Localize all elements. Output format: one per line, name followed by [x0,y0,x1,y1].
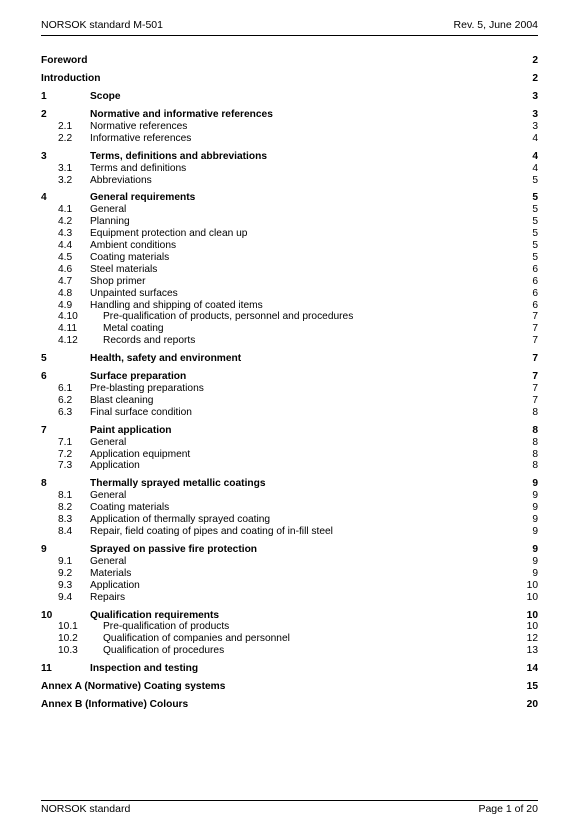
toc-entry-number: 9.4 [58,591,73,603]
toc-entry-number: 4.1 [58,204,73,216]
toc-entry[interactable] [41,300,538,312]
toc-entry[interactable] [41,490,538,502]
toc-entry-title: Annex A (Normative) Coating systems [41,681,226,693]
toc-entry-page: 8 [532,406,538,418]
toc-entry-number: 2.1 [58,120,73,132]
toc-entry-number: 5 [41,353,47,365]
toc-entry-title: Paint application [90,424,172,436]
toc-entry-page: 9 [532,478,538,490]
toc-entry-page: 10 [526,609,538,621]
toc-entry[interactable] [41,645,538,657]
toc-entry-number: 11 [41,663,52,675]
toc-entry-number: 3 [41,150,47,162]
toc-entry-title: Application [90,579,140,591]
toc-entry-page: 10 [526,579,538,591]
toc-entry[interactable] [41,121,538,133]
toc-entry-title: Ambient conditions [90,240,177,252]
toc-entry-title: Inspection and testing [90,663,199,675]
toc-entry-number: 10.2 [58,633,78,645]
toc-entry[interactable] [41,514,538,526]
toc-entry-page: 3 [532,108,538,120]
toc-entry-number: 4.6 [58,263,73,275]
toc-entry[interactable] [41,240,538,252]
toc-entry-page: 9 [532,555,538,567]
toc-entry-page: 5 [532,204,538,216]
toc-entry-page: 4 [532,150,538,162]
toc-entry-title: Steel materials [90,263,158,275]
toc-entry[interactable] [41,175,538,187]
toc-entry-title: Introduction [41,72,101,84]
toc-entry-page: 3 [532,90,538,102]
toc-entry[interactable] [41,91,538,103]
toc-entry-number: 4.11 [58,323,78,335]
toc-entry-number: 1 [41,90,47,102]
toc-entry-number: 6.2 [58,394,73,406]
toc-entry[interactable] [41,216,538,228]
toc-entry[interactable] [41,478,538,490]
toc-entry-title: Normative references [90,120,188,132]
toc-entry-title: Coating materials [90,502,170,514]
toc-entry[interactable] [41,580,538,592]
table-of-contents [41,55,538,711]
toc-entry-number: 9.1 [58,555,73,567]
toc-entry-number: 10.3 [58,645,78,657]
toc-entry-title: Scope [90,90,121,102]
toc-entry-page: 9 [532,514,538,526]
toc-entry[interactable] [41,288,538,300]
toc-entry[interactable] [41,73,538,85]
toc-entry-title: Coating materials [90,251,170,263]
page-header [41,19,538,33]
toc-entry-page: 6 [532,263,538,275]
toc-entry[interactable] [41,610,538,622]
toc-entry-title: General requirements [90,192,196,204]
toc-entry[interactable] [41,335,538,347]
toc-entry-title: Surface preparation [90,371,187,383]
footer-page-number: Page 1 of 20 [478,803,538,815]
toc-entry-title: Pre-blasting preparations [90,383,204,395]
footer-divider [41,800,538,801]
toc-entry-title: Qualification of companies and personnel [103,633,290,645]
toc-entry-page: 9 [532,490,538,502]
toc-entry[interactable] [41,55,538,67]
toc-entry[interactable] [41,371,538,383]
toc-entry-number: 4.12 [58,335,78,347]
toc-entry-number: 4 [41,192,47,204]
toc-entry-number: 8.1 [58,490,73,502]
toc-entry-page: 12 [526,633,538,645]
toc-entry-number: 4.9 [58,299,73,311]
toc-entry-page: 8 [532,436,538,448]
toc-entry[interactable] [41,228,538,240]
toc-entry-title: Abbreviations [90,174,152,186]
toc-entry-title: Unpainted surfaces [90,287,178,299]
toc-entry[interactable] [41,383,538,395]
toc-entry[interactable] [41,276,538,288]
toc-entry-number: 8 [41,478,47,490]
toc-entry-title: Materials [90,567,132,579]
toc-entry-page: 13 [526,645,538,657]
toc-entry-title: Qualification requirements [90,609,220,621]
toc-entry-title: Foreword [41,55,88,66]
toc-entry-page: 5 [532,192,538,204]
toc-entry-page: 3 [532,120,538,132]
toc-entry-title: Records and reports [103,335,196,347]
toc-entry-number: 10.1 [58,621,78,633]
toc-entry-number: 4.10 [58,311,78,323]
toc-entry[interactable] [41,425,538,437]
toc-entry-number: 9.3 [58,579,73,591]
header-divider [41,35,538,36]
toc-entry-page: 7 [532,335,538,347]
toc-entry[interactable] [41,133,538,145]
toc-entry[interactable] [41,204,538,216]
toc-entry-page: 15 [526,681,538,693]
toc-entry-page: 7 [532,323,538,335]
toc-entry-number: 3.1 [58,162,73,174]
toc-entry-page: 5 [532,228,538,240]
toc-entry[interactable] [41,252,538,264]
toc-entry[interactable] [41,633,538,645]
toc-entry[interactable] [41,353,538,365]
toc-entry-title: Shop primer [90,275,146,287]
toc-entry-title: Pre-qualification of products [103,621,230,633]
toc-entry-page: 9 [532,544,538,555]
toc-entry[interactable] [41,151,538,163]
toc-entry-title: General [90,204,127,216]
toc-entry-page: 2 [532,72,538,84]
toc-entry-title: Terms and definitions [90,162,187,174]
toc-entry-title: Health, safety and environment [90,353,242,365]
toc-entry-number: 4.2 [58,216,73,228]
toc-entry-page: 7 [532,383,538,395]
toc-entry-number: 7.2 [58,448,73,460]
toc-entry-page: 2 [532,55,538,66]
footer-standard-name: NORSOK standard [41,803,131,815]
toc-entry-title: Equipment protection and clean up [90,228,248,240]
toc-entry-page: 6 [532,275,538,287]
toc-entry[interactable] [41,264,538,276]
toc-entry-number: 2.2 [58,132,73,144]
toc-entry[interactable] [41,323,538,335]
toc-entry-number: 8.2 [58,502,73,514]
toc-entry-page: 7 [532,371,538,383]
toc-entry[interactable] [41,544,538,556]
toc-entry-title: General [90,555,127,567]
toc-entry-number: 7.1 [58,436,73,448]
toc-entry-title: Handling and shipping of coated items [90,299,263,311]
toc-entry[interactable] [41,192,538,204]
toc-entry[interactable] [41,449,538,461]
toc-entry-page: 7 [532,311,538,323]
toc-entry[interactable] [41,621,538,633]
toc-entry-title: Metal coating [103,323,164,335]
toc-entry-title: Annex B (Informative) Colours [41,699,189,711]
toc-entry[interactable] [41,568,538,580]
toc-entry[interactable] [41,163,538,175]
toc-entry-page: 5 [532,216,538,228]
toc-entry[interactable] [41,502,538,514]
toc-entry-page: 4 [532,162,538,174]
toc-entry[interactable] [41,460,538,472]
toc-entry-page: 7 [532,353,538,365]
toc-entry[interactable] [41,526,538,538]
toc-entry-title: Terms, definitions and abbreviations [90,150,267,162]
toc-entry-title: Pre-qualification of products, personnel and procedures [103,311,354,323]
toc-entry-title: General [90,436,127,448]
toc-entry-title: Sprayed on passive fire protection [90,544,258,555]
toc-entry[interactable] [41,699,538,711]
toc-entry-title: General [90,490,127,502]
toc-entry-number: 3.2 [58,174,73,186]
toc-entry-title: Repairs [90,591,126,603]
toc-entry-page: 5 [532,174,538,186]
toc-entry[interactable] [41,663,538,675]
toc-entry-page: 9 [532,502,538,514]
toc-entry-number: 4.3 [58,228,73,240]
toc-entry-number: 6.3 [58,406,73,418]
toc-entry-page: 10 [526,621,538,633]
toc-entry-number: 7 [41,424,47,436]
toc-entry-page: 5 [532,240,538,252]
toc-entry-page: 9 [532,526,538,538]
toc-entry-title: Blast cleaning [90,394,154,406]
toc-entry-number: 6.1 [58,383,73,395]
toc-entry[interactable] [41,395,538,407]
header-revision: Rev. 5, June 2004 [453,19,538,31]
toc-entry-number: 10 [41,609,53,621]
toc-entry-page: 6 [532,287,538,299]
toc-entry[interactable] [41,437,538,449]
toc-entry[interactable] [41,592,538,604]
toc-entry-title: Normative and informative references [90,108,273,120]
toc-entry-page: 14 [526,663,538,675]
toc-entry[interactable] [41,681,538,693]
toc-entry-number: 7.3 [58,460,73,472]
toc-entry-page: 9 [532,567,538,579]
toc-entry-page: 8 [532,448,538,460]
toc-entry[interactable] [41,311,538,323]
toc-entry[interactable] [41,556,538,568]
toc-entry-page: 8 [532,460,538,472]
toc-entry-title: Application [90,460,140,472]
toc-entry[interactable] [41,407,538,419]
toc-entry-number: 9.2 [58,567,73,579]
toc-entry[interactable] [41,109,538,121]
toc-entry-title: Application equipment [90,448,191,460]
header-document-title: NORSOK standard M-501 [41,19,163,31]
toc-entry-number: 4.8 [58,287,73,299]
toc-entry-title: Thermally sprayed metallic coatings [90,478,266,490]
toc-entry-page: 6 [532,299,538,311]
toc-entry-number: 9 [41,544,47,555]
toc-entry-title: Planning [90,216,130,228]
toc-entry-title: Qualification of procedures [103,645,225,657]
toc-entry-page: 10 [526,591,538,603]
toc-entry-number: 8.4 [58,526,73,538]
toc-entry-page: 5 [532,251,538,263]
toc-entry-title: Final surface condition [90,406,192,418]
toc-entry-number: 4.4 [58,240,73,252]
toc-entry-title: Application of thermally sprayed coating [90,514,271,526]
toc-entry-title: Repair, field coating of pipes and coating of in-fill steel [90,526,333,538]
toc-entry-title: Informative references [90,132,192,144]
toc-entry-number: 2 [41,108,47,120]
toc-entry-number: 4.7 [58,275,73,287]
toc-entry-number: 4.5 [58,251,73,263]
page-footer [41,803,538,817]
toc-entry-number: 8.3 [58,514,73,526]
toc-entry-page: 8 [532,424,538,436]
toc-entry-number: 6 [41,371,47,383]
toc-entry-page: 20 [526,699,538,711]
toc-entry-page: 4 [532,132,538,144]
toc-entry-page: 7 [532,394,538,406]
